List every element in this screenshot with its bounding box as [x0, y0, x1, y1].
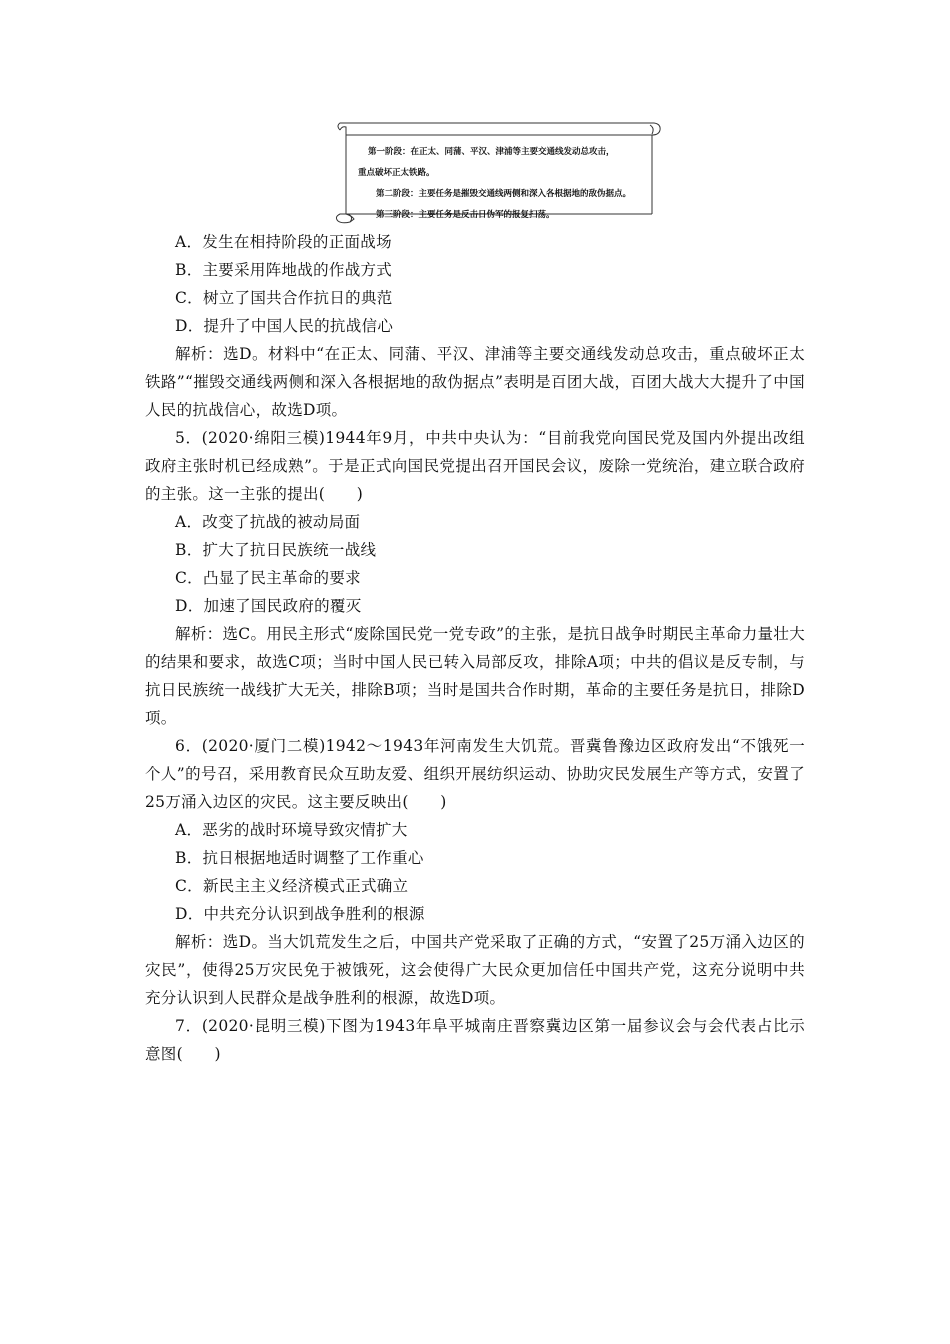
q7-stem: 7．(2020·昆明三模)下图为1943年阜平城南庄晋察冀边区第一届参议会与会代表占比示意图( ) — [145, 1017, 805, 1063]
q6-option-d: D．中共充分认识到战争胜利的根源 — [175, 905, 425, 923]
q5-option-c: C．凸显了民主革命的要求 — [175, 569, 361, 587]
scroll-illustration — [332, 120, 664, 226]
q5-option-a: A．改变了抗战的被动局面 — [175, 513, 361, 531]
q4-option-d: D．提升了中国人民的抗战信心 — [175, 317, 394, 335]
scroll-text — [358, 142, 648, 226]
scroll-line: 重点破坏正太铁路。 — [358, 168, 435, 178]
q5-option-b: B．扩大了抗日民族统一战线 — [175, 541, 377, 559]
q6-option-c: C．新民主主义经济模式正式确立 — [175, 877, 409, 895]
q5-stem: 5．(2020·绵阳三模)1944年9月，中共中央认为：“目前我党向国民党及国内外提出改组政府主张时机已经成熟”。于是正式向国民党提出召开国民会议，废除一党统治，建立联合政府的主张。这一主张的提出( ) — [145, 429, 805, 503]
q5-option-d: D．加速了国民政府的覆灭 — [175, 597, 362, 615]
q4-option-c: C．树立了国共合作抗日的典范 — [175, 289, 393, 307]
scroll-line: 第三阶段：主要任务是反击日伪军的报复扫荡。 — [376, 210, 555, 220]
question-content — [145, 228, 805, 1068]
q6-stem: 6．(2020·厦门二模)1942～1943年河南发生大饥荒。晋冀鲁豫边区政府发出“不饿死一个人”的号召，采用教育民众互助友爱、组织开展纺织运动、协助灾民发展生产等方式，安置了25万涌入边区的灾民。这主要反映出( ) — [145, 737, 805, 811]
scroll-line: 第二阶段：主要任务是摧毁交通线两侧和深入各根据地的敌伪据点。 — [376, 189, 632, 199]
q6-analysis: 解析：选D。当大饥荒发生之后，中国共产党采取了正确的方式，“安置了25万涌入边区的灾民”，使得25万灾民免于被饿死，这会使得广大民众更加信任中国共产党，这充分说明中共充分认识到人民群众是战争胜利的根源，故选D项。 — [145, 933, 805, 1007]
q4-analysis: 解析：选D。材料中“在正太、同蒲、平汉、津浦等主要交通线发动总攻击，重点破坏正太铁路”“摧毁交通线两侧和深入各根据地的敌伪据点”表明是百团大战，百团大战大大提升了中国人民的抗战信心，故选D项。 — [145, 345, 805, 419]
scroll-line: 第一阶段：在正太、同蒲、平汉、津浦等主要交通线发动总攻击， — [368, 147, 615, 157]
q6-option-a: A．恶劣的战时环境导致灾情扩大 — [175, 821, 408, 839]
q5-analysis: 解析：选C。用民主形式“废除国民党一党专政”的主张，是抗日战争时期民主革命力量壮大的结果和要求，故选C项；当时中国人民已转入局部反攻，排除A项；中共的倡议是反专制，与抗日民族统一战线扩大无关，排除B项；当时是国共合作时期，革命的主要任务是抗日，排除D项。 — [145, 625, 805, 727]
q6-option-b: B．抗日根据地适时调整了工作重心 — [175, 849, 424, 867]
q4-option-b: B．主要采用阵地战的作战方式 — [175, 261, 393, 279]
q4-option-a: A．发生在相持阶段的正面战场 — [175, 233, 392, 251]
